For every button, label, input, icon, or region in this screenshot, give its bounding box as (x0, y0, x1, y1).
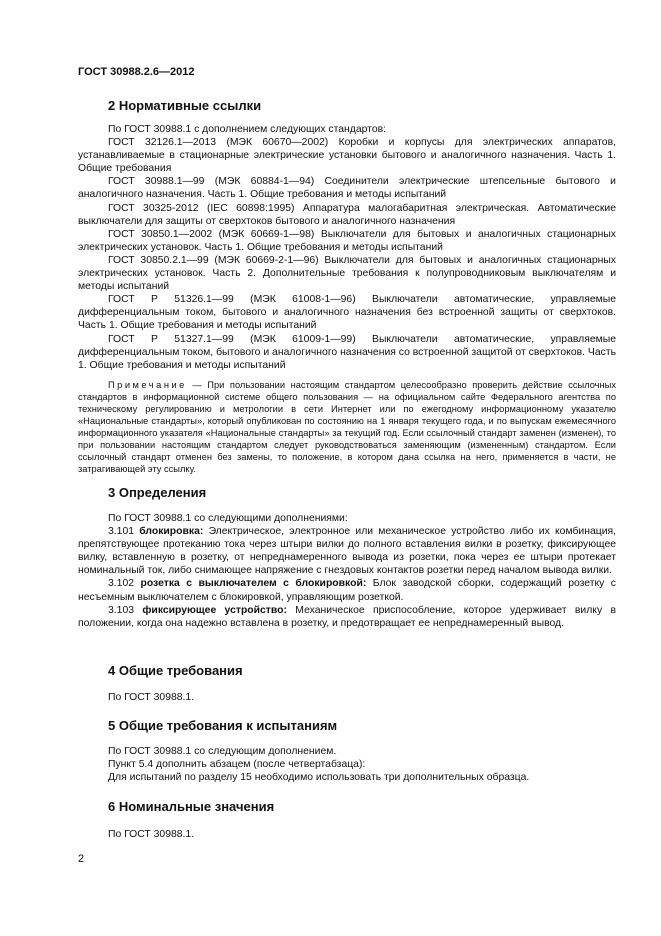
reference-item: ГОСТ 30988.1—99 (МЭК 60884-1—94) Соединители электрические штепсельные бытового и аналогичного назначения. Часть 1. Общие требования и методы испытаний (78, 176, 616, 201)
section-4-title: 4 Общие требования (108, 663, 243, 678)
section-5-title: 5 Общие требования к испытаниям (108, 718, 338, 733)
section-3-title: 3 Определения (108, 485, 207, 500)
section-2-title: 2 Нормативные ссылки (108, 98, 262, 113)
reference-item: ГОСТ 30850.2.1—99 (МЭК 60669-2-1—96) Выключатели для бытовых и аналогичных стационарных электрических установок. Часть 2. Дополнительные требования к полупроводниковым выключателям и методы испытаний (78, 254, 616, 293)
section-5-line: Для испытаний по разделу 15 необходимо использовать три дополнительных образца. (108, 772, 530, 784)
definition-text: Блок заводской сборки, содержащий розетку с несъемным выключателем с блокировкой, управляющим розеткой. (78, 578, 616, 603)
definition-item (78, 577, 616, 603)
reference-item: ГОСТ 30325-2012 (IEC 60898:1995) Аппаратура малогабаритная электрическая. Автоматические выключатели для защиты от сверхтоков бытового и аналогичного назначения (78, 202, 616, 227)
section-5-line: Пункт 5.4 дополнить абзацем (после четвертабзаца): (108, 759, 366, 771)
definition-item (78, 604, 616, 630)
document-header: ГОСТ 30988.2.6—2012 (78, 66, 195, 78)
section-2-intro: По ГОСТ 30988.1 с дополнением следующих стандартов: (108, 124, 386, 135)
section-2-note (78, 379, 616, 476)
section-6-title: 6 Номинальные значения (108, 799, 275, 814)
reference-item: ГОСТ Р 51327.1—99 (МЭК 61009-1—99) Выключатели автоматические, управляемые дифференциальным током, бытового и аналогичного назначения со встроенной защитой от сверхтоков. Часть 1. Общие требования и методы испытаний (78, 333, 616, 371)
definition-number: 3.101 (108, 526, 135, 538)
page-number: 2 (78, 853, 85, 865)
section-4-body (78, 691, 616, 704)
note-label: Примечание (108, 379, 187, 390)
definition-number: 3.102 (108, 578, 135, 590)
definition-item (78, 525, 616, 577)
section-6-body (78, 828, 616, 841)
reference-item: ГОСТ Р 51326.1—99 (МЭК 61008-1—96) Выключатели автоматические, управляемые дифференциальным током, бытового и аналогичного назначения без встроенной защиты от сверхтоков. Часть 1. Общие требования и методы испытаний (78, 294, 616, 332)
definition-term: блокировка: (139, 526, 204, 538)
section-2-body (78, 123, 616, 476)
note-text: — При пользовании настоящим стандартом целесообразно проверить действие ссылочных стандартов в информационной системе общего пользования — на официальном сайте Федерального агентства по техническому регулированию и метрологии в сети Интернет или по ежегодному информационному указателю «Национальные стандарты», который опубликован по состоянию на 1 января текущего года, и по выпускам ежемесячного информационного указателя «Национальные стандарты» за текущий год. Если ссылочный стандарт заменен (изменен), то при пользовании настоящим стандартом следует руководствоваться заменяющим (измененным) стандартом. Если ссылочный стандарт отменен без замены, то положение, в котором дана ссылка на него, применяется в части, не затрагивающей эту ссылку. (78, 379, 616, 475)
section-3-intro: По ГОСТ 30988.1 со следующими дополнениями: (108, 513, 348, 524)
definition-text: Механическое приспособление, которое удерживает вилку в положении, когда она надежно вставлена в розетку, и предотвращает ее непреднамеренный вывод. (78, 604, 617, 629)
definition-term: розетка с выключателем с блокировкой: (140, 578, 367, 590)
definition-term: фиксирующее устройство: (142, 604, 287, 616)
definition-text: Электрическое, электронное или механическое устройство либо их комбинация, препятствующее протеканию тока через штыри вилки до полного вставления вилки в розетку, фиксирующее вилку, вставленную в розетку, от непреднамеренного вывода из розетки, пока через ее штыри протекает номинальный ток, либо снимающее напряжение с гнездовых контактов розетки перед началом вывода вилки. (78, 526, 617, 577)
section-5-line: По ГОСТ 30988.1 со следующим дополнением. (108, 746, 337, 757)
section-6-text: По ГОСТ 30988.1. (108, 829, 195, 840)
reference-item: ГОСТ 32126.1—2013 (МЭК 60670—2002) Коробки и корпусы для электрических аппаратов, устанавливаемые в стационарные электрические установки бытового и аналогичного назначения. Часть 1. Общие требования (78, 137, 616, 175)
definition-number: 3.103 (108, 604, 135, 616)
section-5-body (78, 745, 616, 784)
section-4-text: По ГОСТ 30988.1. (108, 692, 195, 703)
reference-item: ГОСТ 30850.1—2002 (МЭК 60669-1—98) Выключатели для бытовых и аналогичных стационарных электрических установок. Часть 1. Общие требования и методы испытаний (78, 228, 616, 253)
section-3-body (78, 512, 616, 630)
